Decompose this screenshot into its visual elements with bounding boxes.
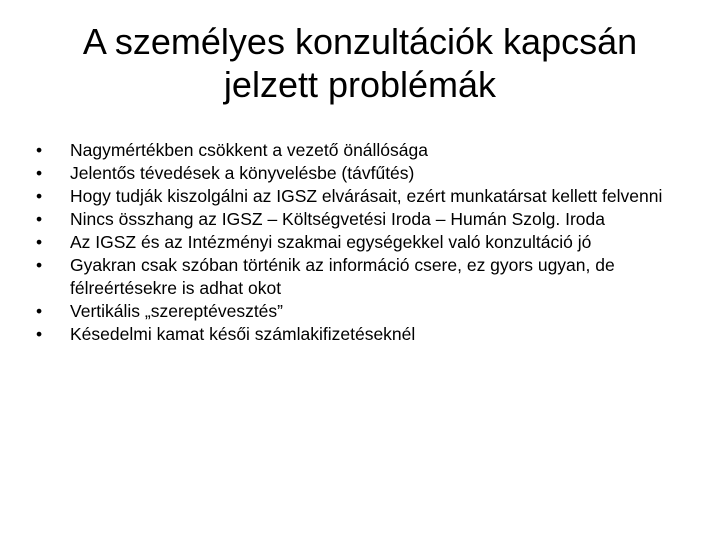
bullet-text: Az IGSZ és az Intézményi szakmai egységekkel való konzultáció jó: [70, 232, 592, 252]
bullet-dot-icon: •: [36, 301, 43, 321]
bullet-text: Késedelmi kamat késői számlakifizetéseknél: [70, 324, 416, 344]
bullet-text: Vertikális „szereptévesztés”: [70, 301, 283, 321]
slide-title-line-1: A személyes konzultációk kapcsán: [82, 21, 638, 62]
bullet-text: Nagymértékben csökkent a vezető önállósága: [70, 140, 428, 160]
bullet-item-1: [36, 139, 686, 162]
bullet-dot-icon: •: [36, 163, 43, 183]
bullet-item-3: [36, 185, 686, 208]
slide-title-line-2: jelzett problémák: [223, 64, 497, 105]
bullet-dot-icon: •: [36, 255, 43, 275]
bullet-item-8: [36, 323, 686, 346]
bullet-dot-icon: •: [36, 209, 43, 229]
bullet-list: [36, 139, 686, 346]
bullet-dot-icon: •: [36, 324, 43, 344]
bullet-item-6: [36, 254, 686, 300]
bullet-dot-icon: •: [36, 140, 43, 160]
bullet-item-4: [36, 208, 686, 231]
bullet-dot-icon: •: [36, 232, 43, 252]
bullet-text: Nincs összhang az IGSZ – Költségvetési Iroda – Humán Szolg. Iroda: [70, 209, 605, 229]
bullet-item-2: [36, 162, 686, 185]
bullet-item-5: [36, 231, 686, 254]
bullet-text: Jelentős tévedések a könyvelésbe (távfűtés): [70, 163, 415, 183]
slide-title: [36, 20, 684, 106]
bullet-text: Gyakran csak szóban történik az információ csere, ez gyors ugyan, de félreértésekre is adhat okot: [70, 255, 615, 298]
bullet-dot-icon: •: [36, 186, 43, 206]
bullet-text: Hogy tudják kiszolgálni az IGSZ elvárásait, ezért munkatársat kellett felvenni: [70, 186, 663, 206]
bullet-item-7: [36, 300, 686, 323]
